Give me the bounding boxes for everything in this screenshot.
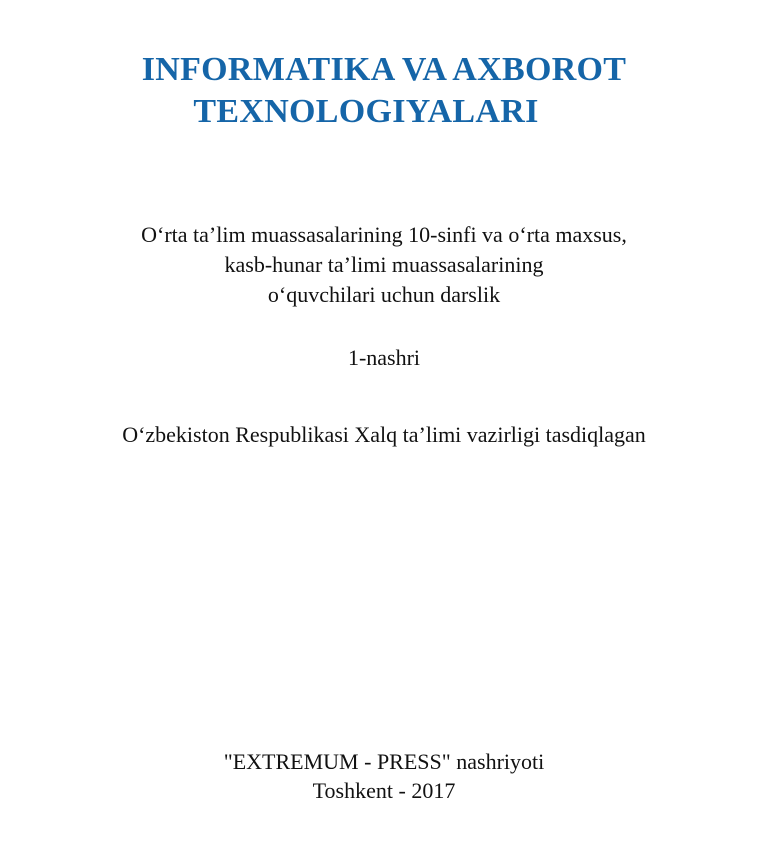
place-year: Toshkent - 2017 [312, 778, 456, 803]
publisher-name: "EXTREMUM - PRESS" nashriyoti [223, 749, 545, 774]
subtitle-line-1: O‘rta ta’lim muassasalarining 10-sinfi va o‘rta maxsus, [141, 222, 627, 247]
approval-statement: O‘zbekiston Respublikasi Xalq ta’limi vazirligi tasdiqlagan [122, 422, 646, 447]
edition-label: 1-nashri [347, 345, 421, 370]
book-title-line-2: TEXNOLOGIYALARI [193, 93, 539, 130]
book-subtitle [0, 220, 768, 310]
publisher-block [0, 747, 768, 805]
book-title [0, 49, 768, 133]
subtitle-line-2: kasb-hunar ta’limi muassasalarining [224, 252, 544, 277]
subtitle-line-3: o‘quvchilari uchun darslik [267, 282, 501, 307]
book-title-line-1: INFORMATIKA VA AXBOROT [141, 51, 627, 88]
